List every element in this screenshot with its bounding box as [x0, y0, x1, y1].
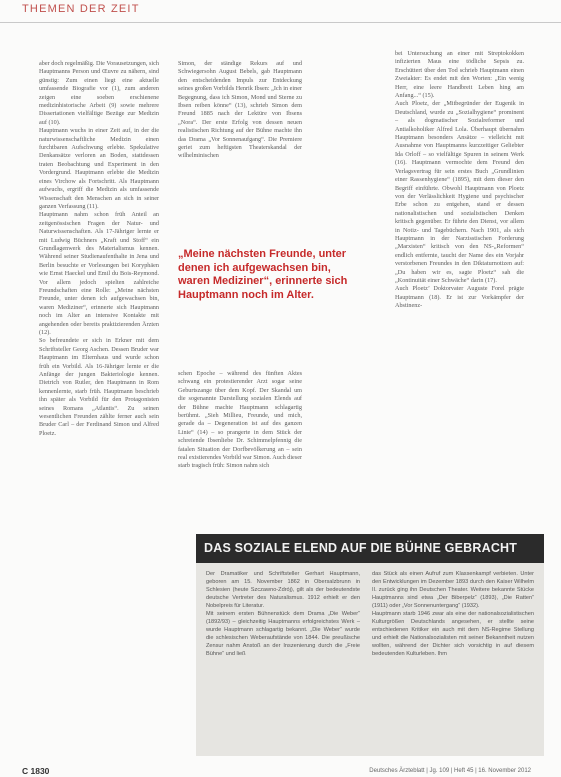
article-column-2-top: Simon, der ständige Rekurs auf und Schwiegersohn August Bebels, gab Hauptmann den entscheidenden Impuls zur Entdeckung seines großen Vorbilds Henrik Ibsen: „Ich in einer Begegnung, dass ich Simon, Mond und Sterne zu Ibsen reiben könne“ (13), schrieb Simon dem Freund 1885 nach der Lektüre von Ibsens „Nora“. Der erste Erfolg von dessen neuen realistischen Richtung auf der Bühne machte ihn das Drama „Vor Sonnenaufgang“. Die Premiere geriet zum heftigsten Theaterskandal der wilhelminischen [178, 60, 302, 160]
article-column-1: aber doch regelmäßig. Die Vorausetzungen, sich Hauptmanns Person und Œuvre zu nähern, sind günstig: Zum einen liegt eine aktuelle umfassende Biografie vor (1), zum anderen zeigen eine soeben erschienene medizinhistorische Arbeit (9) sowie mehrere Dissertationen vielfältige Bezüge zur Medizin auf (10). Hauptmann wuchs in einer Zeit auf, in der die naturwissenschaftliche Medizin einen furchtbaren Aufschwung erlebte. Spekulative Denkansätze verloren an Boden, stattdessen traten Beobachtung und Experiment in den Vordergrund. Hauptmann erlebte die Medizin eines Virchow als Fortschritt. Als Hauptmann aufwuchs, ergriff die Medizin als umfassende Wissenschaft den Menschen an sich in seiner ganzen Verfassung (11). Hauptmann nahm schon früh Anteil an zeitgenössischen Fragen der Natur- und Naturwissenschaften. Als 17-Jähriger lernte er mit Ludwig Büchners „Kraft und Stoff“ ein Grundlagenwerk des Materialismus kennen. Während seiner Studienaufenthalte in Jena und Berlin besuchte er Vorlesungen bei Koryphäen wie Ernst Haeckel und Emil du Bois-Reymond. Vor allem jedoch spielten zahlreiche Freundschaften eine Rolle: „Meine nächsten Freunde, unter denen ich aufgewachsen bin, waren Mediziner“, erinnerte sich Hauptmann noch im Alter an intensive Kontakte mit angehenden oder bereits praktizierenden Ärzten (12). So befreundete er sich in Erkner mit dem Schriftsteller Georg Aschen. Dessen Bruder war Hauptmann im Elternhaus und wurde schon früh ein Vorbild. Als 16-Jähriger lernte er die Anfänge der jungen Bakteriologie kennen. Dietrich von Rutler, den Hauptmann in Rom kennenlernte, starb früh. Hauptmann beschrieb ihn später als Vorbild für den Protagonisten seines Romans „Atlantis“. Zu seinen wesentlichen Freunden zählte ferner auch sein Bruder Carl – der Ferdinand Simon und Alfred Ploetz. [39, 60, 159, 437]
page-number: C 1830 [22, 766, 50, 776]
header-rule [0, 22, 561, 23]
pull-quote: „Meine nächsten Freunde, unter denen ich aufgewachsen bin, waren Mediziner“, erinnerte sich Hauptmann noch im Alter. [178, 248, 348, 301]
info-box-column-2: das Stück als einen Aufruf zum Klassenkampf verbieten. Unter den Entwicklungen im Dezember 1893 durch den Kaiser Wilhelm II. zurück ging ihn Deutschen Theater. Weitere bekannte Stücke Hauptmanns sind etwa „Der Biberpelz“ (1893), „Die Ratten“ (1911) oder „Vor Sonnenuntergang“ (1932). Hauptmann starb 1946 zwar als eine der nationalsozialistischen Kulturgrößen Deutschlands angesehen, er stellte seine entschiedenen Kritiker ein auch mit dem NS-Regime Stellung und erhielt die Nationalsozialisten mit seiner Bekanntheit nutzen wollten, während der Dichter sich vorsichtig in auf diesem bedeutenden Kulturleben. Ihm [372, 571, 534, 657]
info-box-column-1: Der Dramatiker und Schriftsteller Gerhart Hauptmann, geboren am 15. November 1862 in Obersalzbrunn in Schlesien (heute Szczawno-Zdrój), gilt als der bedeutendste deutsche Vertreter des Naturalismus. 1912 erhielt er den Nobelpreis für Literatur. Mit seinem ersten Bühnenstück dem Drama „Die Weber“ (1892/93) – gleichzeitig Hauptmanns erfolgreichstes Werk – wurde Hauptmann schlagartig bekannt. „Die Weber“ wurde die schlesischen Weberaufstände von 1844. Die preußische Zensur nahm Anstoß an der Inszenierung durch die „Freie Bühne“ und ließ [206, 571, 360, 657]
article-column-3: bei Untersuchung an einer mit Streptokokken infizierten Maus eine tödliche Sepsis zu. Erschüttert über den Tod schrieb Hauptmann einen Zweiakter: Es endet mit den Worten: „Ein wenig Herr, eine leere Handbreit Leben hing am Anfang...“ (15). Auch Ploetz, der „Mitbegründer der Eugenik in Deutschland, wurde zu „Sozialhygiene“ prominent – als dogmatischer Sozialreformer und Antialkoholiker Alfred Lola. Überhaupt übernahm Hauptmann besonders Ansätze – vielleicht mit Ausnahme von Hauptmanns kurzzeitiger Geliebter Ida Orloff – so vielfältige Spuren in seinem Werk (16). Hauptmann vermochte dem Freund den Verlagsvertrag für sein erstes Buch „Grundlinien einer Rassenhygiene“ (1895), mit dem dieser den Begriff einführte. Obwohl Hauptmann von Ploetz von der Verlässlichkeit Hygiene und psychischer Erbe schon zu entgehen, stand er dessen nationalistischen und sozialistischen Denken kritisch gegenüber. Er führte den Dienst, vor allem in Notiz- und Tagebüchern. Nach 1901, als sich Hauptmann in der Narzisstischen Forderung „Marxisten“ kritisch von den NS-„Reformen“ endlich entfernte, taucht der Name des ein Vorjahr verstorbenen Freundes in den Diktaturnotizen auf: „Du haben wir es, sagte Ploetz“ sah die „Kontinuität einer Schwäche“ darin (17). Auch Ploetz’ Doktorvater Auguste Forel prägte Hauptmann (18). Er ist zur Vorkämpfer der Abstinenz- [395, 50, 524, 310]
article-column-2-bottom: schen Epoche – während des fünften Aktes schwang ein protestierender Arzt sogar seine Geburtszange über dem Kopf. Der Skandal um die sogenannte Darstellung sozialen Elends auf der Bühne machte Hauptmann schlagartig berühmt. „Sieh Millieu, Freunde, und mich, gerade da – Degeneration ist auf des ganzen Linie“ (14) – so prangerte in dem Stück der schreiende Ibsenliebe Dr. Schimmelpfennig die fatalen Situation der Dorfbevölkerung an – sein real existierendes Vorbild war Simon. Auch dieser starb tragisch früh: Simon nahm sich [178, 370, 302, 470]
section-header: THEMEN DER ZEIT [22, 3, 140, 15]
info-box-title: DAS SOZIALE ELEND AUF DIE BÜHNE GEBRACHT [196, 534, 544, 563]
journal-citation: Deutsches Ärzteblatt | Jg. 109 | Heft 45 | 16. November 2012 [369, 768, 531, 774]
